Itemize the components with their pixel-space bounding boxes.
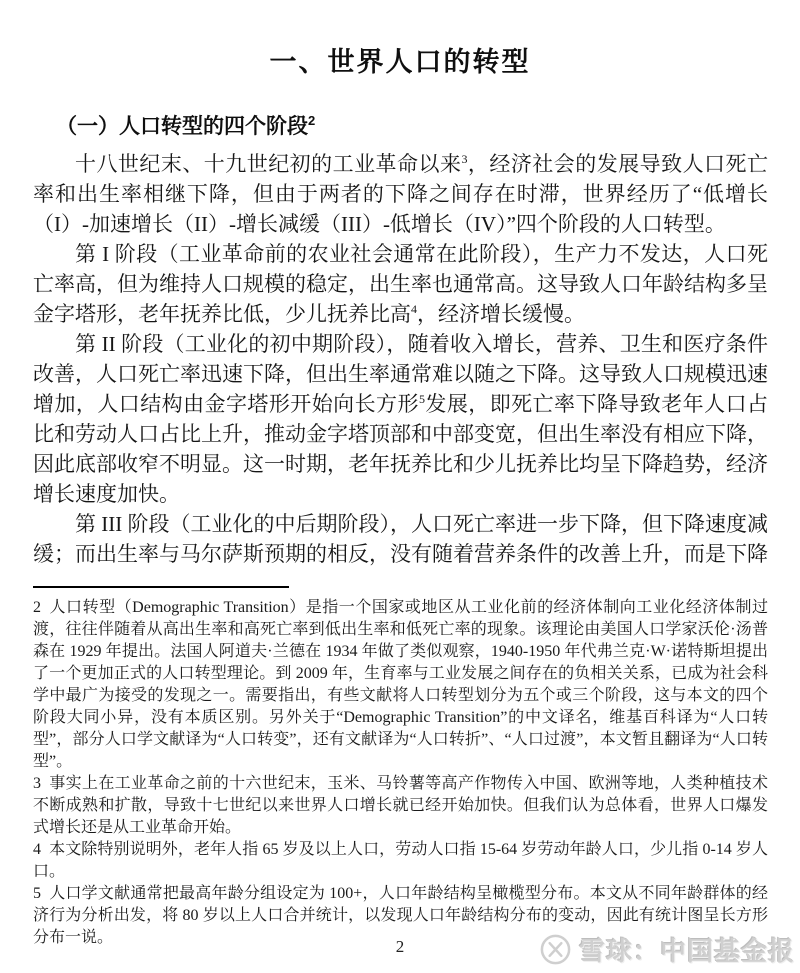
footnote-item — [33, 773, 768, 839]
body-paragraph — [33, 149, 768, 239]
paragraph-text: 发展，即死亡率下降导致老年人口占比和劳动人口占比上升，推动金字塔顶部和中部变宽，但出生率没有相应下降，因此底部收窄不明显。这一时期，老年抚养比和少儿抚养比均呈下降趋势，经济增长速度加快。 — [33, 392, 769, 506]
section-heading — [56, 110, 800, 140]
footnote-reference: 5 — [418, 392, 425, 406]
page-title: 一、世界人口的转型 — [269, 47, 531, 77]
footnote-item — [33, 839, 768, 883]
page-number: 2 — [395, 937, 405, 956]
footnote-number: 2 — [33, 599, 41, 616]
section-heading-text: （一）人口转型的四个阶段 — [56, 115, 308, 138]
paragraph-text: 第 III 阶段（工业化的中后期阶段），人口死亡率进一步下降，但下降速度减缓；而出生率与马尔萨斯预期的相反，没有随着营养条件的改善上升，而是下降 — [33, 512, 768, 566]
footnote-number: 4 — [33, 841, 41, 858]
footnote-reference: 3 — [461, 152, 468, 166]
footnote-item — [33, 597, 768, 773]
footnote-text: 本文除特别说明外，老年人指 65 岁及以上人口，劳动人口指 15-64 岁劳动年龄人口，少儿指 0-14 岁人口。 — [33, 841, 768, 880]
footnotes — [33, 597, 768, 949]
footnote-separator — [33, 586, 289, 588]
section-heading-footnote-ref: 2 — [308, 113, 316, 128]
watermark — [539, 931, 795, 968]
paragraph-text: ，经济社会的发展导致人口死亡率和出生率相继下降，但由于两者的下降之间存在时滞，世界经历了“低增长（I）-加速增长（II）-增长减缓（III）-低增长（IV）”四个阶段的人口转型。 — [33, 152, 768, 236]
footnote-text: 事实上在工业革命之前的十六世纪末，玉米、马铃薯等高产作物传入中国、欧洲等地，人类种植技术不断成熟和扩散，导致十七世纪以来世界人口增长就已经开始加快。但我们认为总体看，世界人口爆发式增长还是从工业革命开始。 — [33, 775, 768, 836]
footnote-text: 人口学文献通常把最高年龄分组设定为 100+，人口年龄结构呈橄榄型分布。本文从不同年龄群体的经济行为分析出发，将 80 岁以上人口合并统计，以发现人口年龄结构分布的变动，因此有统计图呈长方形分布一说。 — [33, 885, 768, 946]
body-paragraph — [33, 509, 768, 569]
footnote-number: 3 — [33, 775, 41, 792]
footnote-reference: 4 — [411, 302, 417, 316]
footnote-text: 人口转型（Demographic Transition）是指一个国家或地区从工业化前的经济体制向工业化经济体制过渡，往往伴随着从高出生率和高死亡率到低出生率和低死亡率的现象。该理论由美国人口学家沃伦·汤普森在 1929 年提出。法国人阿道夫·兰德在 1934 年做了类似观察，1940-1950 年代弗兰克·W·诺特斯坦提出了一个更加正式的人口转型理论。到 2009 年，生育率与工业发展之间存在的负相关关系，已成为社会科学中最广为接受的发现之一。需要指出，有些文献将人口转型划分为五个或三个阶段，这与本文的四个阶段大同小异，没有本质区别。另外关于“Demographic Transition”的中文译名，维基百科译为“人口转型”，部分人口学文献译为“人口转变”，还有文献译为“人口转折”、“人口过渡”，本文暂且翻译为“人口转型”。 — [33, 599, 768, 770]
body-paragraph — [33, 239, 768, 329]
paragraph-text: 第 I 阶段（工业革命前的农业社会通常在此阶段），生产力不发达，人口死亡率高，但为维持人口规模的稳定，出生率也通常高。这导致人口年龄结构多呈金字塔形，老年抚养比低，少儿抚养比高 — [33, 242, 768, 326]
xueqiu-logo-icon — [539, 933, 572, 966]
body-text — [33, 149, 768, 569]
paragraph-text: 十八世纪末、十九世纪初的工业革命以来 — [75, 152, 462, 176]
body-paragraph — [33, 329, 768, 509]
paragraph-text: ，经济增长缓慢。 — [417, 302, 585, 326]
footnote-number: 5 — [33, 885, 41, 902]
paragraph-text: 第 II 阶段（工业化的初中期阶段），随着收入增长，营养、卫生和医疗条件改善，人口死亡率迅速下降，但出生率通常难以随之下降。这导致人口规模迅速增加，人口结构由金字塔形开始向长方形 — [33, 332, 768, 416]
watermark-text: 雪球：中国基金报 — [578, 936, 795, 966]
